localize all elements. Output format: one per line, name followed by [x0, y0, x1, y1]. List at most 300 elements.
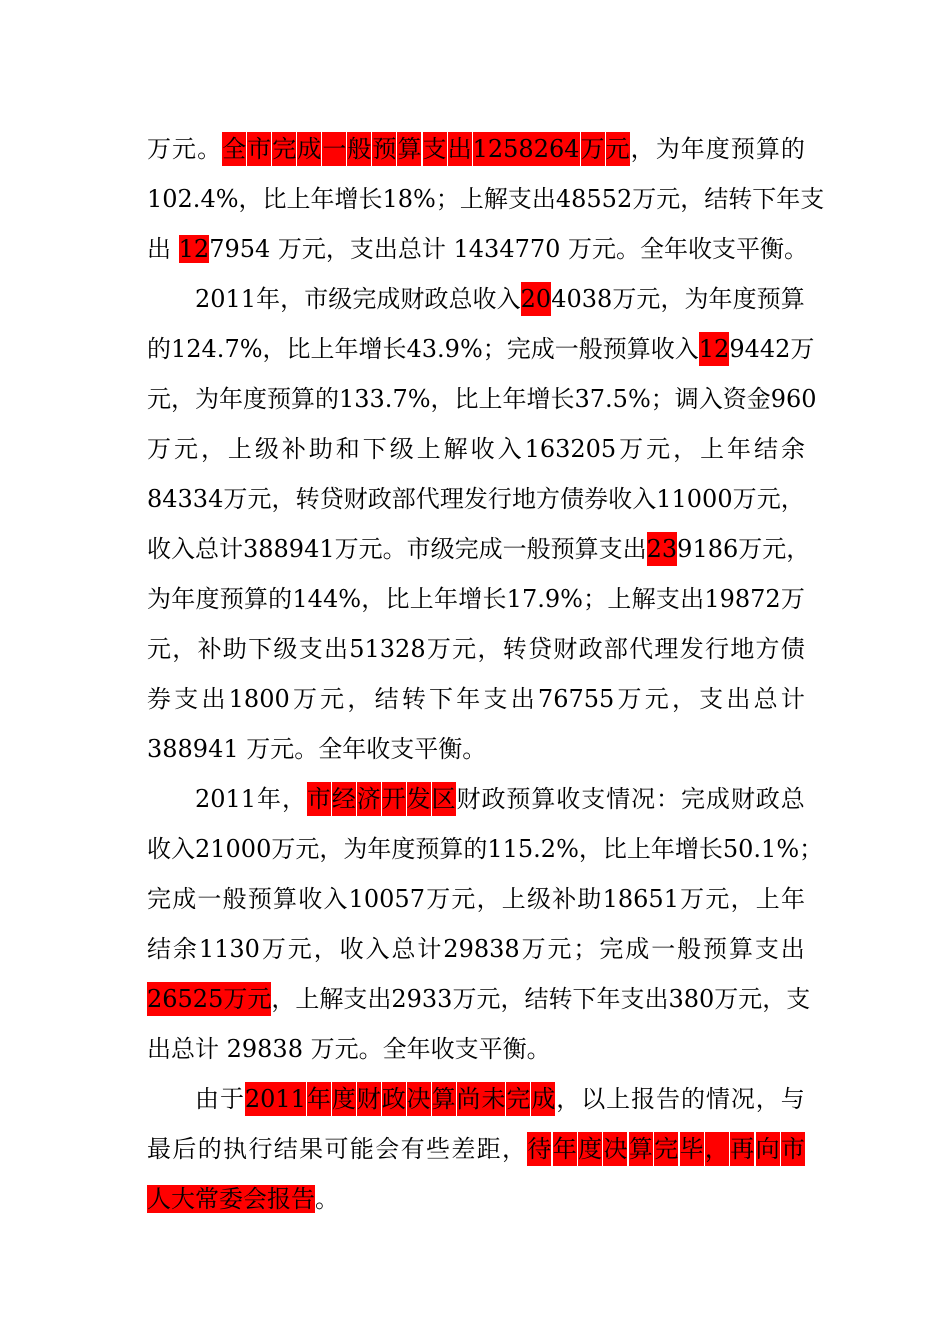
text-line: [147, 232, 808, 266]
text-char: 理: [654, 635, 679, 663]
text-char: 财: [343, 485, 368, 513]
text-char: 支: [298, 635, 323, 663]
text-char: 般: [578, 335, 603, 363]
text-char: 元: [762, 535, 787, 563]
text-char: 市: [406, 535, 431, 563]
highlighted-text: 2011: [245, 1082, 306, 1116]
text-char: 算: [780, 285, 805, 313]
highlighted-text: 济: [357, 782, 381, 816]
text-char: 贷: [319, 485, 344, 513]
highlighted-text: 再: [730, 1132, 754, 1166]
text-char: 支: [598, 535, 623, 563]
highlighted-text: 年: [307, 1082, 331, 1116]
text-char: 18651: [602, 885, 679, 913]
text-char: 17.9%: [506, 585, 583, 613]
text-char: 入: [674, 335, 699, 363]
text-char: 转: [401, 685, 426, 713]
text-char: 2933: [391, 985, 453, 1013]
text-char: ；: [482, 335, 507, 363]
text-char: ，: [755, 1085, 780, 1113]
text-char: 9442: [729, 335, 791, 363]
text-char: 上: [478, 385, 503, 413]
text-char: 入: [171, 835, 195, 863]
text-char: 执: [223, 1135, 248, 1163]
highlighted-text: 完: [654, 1132, 678, 1166]
text-char: 转: [728, 185, 753, 213]
text-char: 成: [625, 935, 650, 963]
text-char: 万: [292, 685, 317, 713]
highlighted-text: 市: [247, 132, 271, 166]
text-char: 年: [650, 835, 675, 863]
text-char: 算: [439, 835, 464, 863]
text-char: 支: [800, 185, 825, 213]
text-char: 计: [417, 935, 442, 963]
text-segment: 出: [147, 235, 179, 263]
text-char: 比: [262, 185, 287, 213]
highlighted-text: 23: [647, 532, 678, 566]
text-char: ，: [200, 435, 225, 463]
text-char: 成: [705, 785, 730, 813]
text-char: 级: [389, 435, 414, 463]
text-char: 总: [448, 285, 473, 313]
highlighted-text: 万: [223, 982, 247, 1016]
text-char: 行: [487, 485, 512, 513]
text-line: [147, 832, 824, 866]
text-char: 84334: [147, 485, 224, 513]
text-line: [147, 582, 805, 616]
text-char: ，: [281, 785, 306, 813]
text-char: 算: [574, 535, 599, 563]
text-char: ，: [786, 535, 811, 563]
highlighted-text: 预: [372, 132, 396, 166]
text-char: ；: [435, 185, 460, 213]
text-char: 上: [310, 335, 335, 363]
text-char: 上: [501, 885, 526, 913]
text-char: 上: [409, 585, 434, 613]
text-char: ，: [271, 485, 296, 513]
text-char: 能: [349, 1135, 374, 1163]
text-char: 元: [247, 485, 272, 513]
text-char: 年: [367, 835, 392, 863]
text-char: 收: [650, 335, 675, 363]
text-line: [147, 882, 805, 916]
text-line: [147, 1032, 551, 1066]
highlighted-text: 26525: [147, 982, 223, 1016]
text-line: [195, 782, 805, 816]
text-char: 元: [644, 685, 669, 713]
text-char: 代: [629, 635, 654, 663]
text-char: 完: [147, 885, 171, 913]
text-char: ；: [799, 835, 824, 863]
text-char: 37.5%: [574, 385, 651, 413]
highlighted-text: 毕: [680, 1132, 704, 1166]
text-char: 的: [268, 585, 293, 613]
text-char: 上: [416, 435, 441, 463]
text-line: [147, 982, 811, 1016]
text-char: 43.9%: [406, 335, 483, 363]
text-char: 一: [197, 885, 222, 913]
text-line: [147, 1132, 805, 1166]
highlighted-text: 发: [407, 782, 431, 816]
text-char: 133.7%: [339, 385, 431, 413]
text-char: 76755: [537, 685, 615, 713]
text-char: 48552: [555, 185, 633, 213]
text-char: 163205: [524, 435, 617, 463]
text-char: 上: [227, 435, 252, 463]
text-char: 元: [172, 135, 197, 163]
text-char: 资: [722, 385, 747, 413]
text-line: [147, 632, 805, 666]
text-char: 完: [599, 935, 624, 963]
text-char: 万: [732, 485, 757, 513]
text-line: [147, 482, 805, 516]
text-char: 50.1%: [722, 835, 800, 863]
text-char: 年: [596, 985, 621, 1013]
text-line: [147, 532, 811, 566]
text-char: 为: [195, 385, 219, 413]
text-char: 入: [171, 535, 195, 563]
text-char: 预: [730, 135, 755, 163]
text-char: 上: [286, 185, 311, 213]
text-char: 9186: [677, 535, 739, 563]
text-char: 年: [680, 135, 705, 163]
text-char: 政: [481, 785, 506, 813]
text-line: [195, 1082, 805, 1116]
text-char: 元: [452, 635, 477, 663]
text-char: 万: [780, 585, 805, 613]
text-char: 级: [430, 535, 455, 563]
text-char: 级: [254, 435, 279, 463]
text-char: 成: [172, 885, 197, 913]
text-char: 年: [776, 185, 801, 213]
text-char: 11000: [656, 485, 733, 513]
text-char: 388941: [243, 535, 335, 563]
text-char: 增: [334, 185, 359, 213]
text-char: 元: [705, 885, 730, 913]
text-char: 补: [552, 885, 577, 913]
text-char: 万: [147, 435, 171, 463]
text-char: 的: [147, 335, 171, 363]
text-char: ：: [656, 785, 681, 813]
text-char: ；: [573, 935, 598, 963]
text-char: 地: [511, 485, 536, 513]
text-char: 算: [243, 585, 268, 613]
text-line: [147, 432, 805, 466]
text-char: 万: [680, 885, 705, 913]
highlighted-text: 完: [506, 1082, 530, 1116]
text-char: 年: [334, 335, 359, 363]
text-char: 结: [374, 685, 399, 713]
text-line: [147, 382, 817, 416]
text-char: 上: [607, 585, 632, 613]
text-char: 预: [247, 885, 272, 913]
text-char: 年: [256, 285, 281, 313]
text-char: 预: [703, 935, 728, 963]
text-char: 万: [147, 135, 171, 163]
highlighted-text: 未: [481, 1082, 505, 1116]
text-char: 万: [521, 935, 546, 963]
text-char: 的: [780, 135, 805, 163]
text-char: 支: [754, 935, 779, 963]
text-char: 补: [197, 635, 222, 663]
text-char: 收: [298, 885, 323, 913]
text-char: 增: [358, 335, 383, 363]
text-char: 距: [476, 1135, 501, 1163]
text-char: ，: [319, 835, 344, 863]
text-char: 度: [195, 585, 220, 613]
text-char: ；: [650, 385, 675, 413]
text-char: 可: [324, 1135, 349, 1163]
text-char: 29838: [443, 935, 520, 963]
text-char: 万: [426, 885, 451, 913]
text-char: 出: [644, 985, 669, 1013]
text-char: 增: [458, 585, 483, 613]
text-char: 与: [780, 1085, 805, 1113]
highlighted-text: 一: [322, 132, 346, 166]
text-char: 部: [391, 485, 416, 513]
highlighted-text: 元: [606, 132, 630, 166]
text-char: 支: [655, 585, 680, 613]
text-char: 完: [454, 535, 479, 563]
text-char: 方: [536, 485, 561, 513]
text-char: 年: [780, 885, 805, 913]
text-char: 转: [295, 485, 320, 513]
text-char: 财: [400, 285, 425, 313]
text-char: 算: [728, 935, 753, 963]
text-char: ，: [262, 335, 287, 363]
text-char: 上: [626, 835, 651, 863]
text-char: 告: [656, 1085, 681, 1113]
text-line: [147, 132, 805, 166]
text-char: 于: [219, 1085, 244, 1113]
text-segment: 出总计 29838 万元。全年收支平衡。: [147, 1035, 551, 1063]
text-char: 计: [219, 535, 243, 563]
text-char: 况: [631, 785, 656, 813]
text-char: 总: [753, 685, 778, 713]
text-char: 余: [172, 935, 197, 963]
text-char: 的: [680, 1085, 705, 1113]
text-char: 般: [222, 885, 247, 913]
text-char: 万: [632, 185, 657, 213]
text-char: 长: [482, 585, 507, 613]
text-char: 元: [147, 385, 171, 413]
text-char: 由: [195, 1085, 219, 1113]
text-char: 券: [147, 685, 171, 713]
text-char: 年: [257, 785, 282, 813]
text-line: [147, 1182, 339, 1216]
text-char: 情: [705, 1085, 730, 1113]
text-char: 下: [248, 635, 273, 663]
text-char: 助: [222, 635, 247, 663]
text-char: 政: [367, 485, 392, 513]
text-char: 政: [578, 635, 603, 663]
text-char: 支: [581, 785, 606, 813]
text-char: 出: [726, 685, 751, 713]
text-char: 19872: [704, 585, 781, 613]
text-char: 万: [619, 435, 644, 463]
text-char: 些: [425, 1135, 450, 1163]
text-char: 。: [382, 535, 407, 563]
text-char: 况: [730, 1085, 755, 1113]
text-char: 元: [756, 485, 781, 513]
text-char: 贷: [528, 635, 553, 663]
text-char: 算: [273, 885, 298, 913]
highlighted-text: 成: [297, 132, 321, 166]
text-char: 出: [323, 635, 348, 663]
text-char: 380: [668, 985, 715, 1013]
text-char: 代: [415, 485, 440, 513]
highlighted-text: 万: [581, 132, 605, 166]
text-segment: 7954 万元，支出总计 1434770 万元。全年收支平衡。: [209, 235, 809, 263]
text-char: 下: [362, 435, 387, 463]
highlighted-text: 人大常委会报告: [147, 1185, 315, 1213]
text-char: 年: [456, 685, 481, 713]
text-char: 万: [223, 485, 248, 513]
text-char: 有: [400, 1135, 425, 1163]
text-char: 元: [646, 435, 671, 463]
text-char: 上: [295, 985, 320, 1013]
text-char: 计: [780, 685, 805, 713]
text-char: ，: [271, 985, 296, 1013]
text-char: 年: [310, 185, 335, 213]
highlighted-text: 12: [699, 332, 730, 366]
text-char: 1800: [228, 685, 290, 713]
highlighted-text: 20: [521, 282, 552, 316]
text-char: 为: [655, 135, 680, 163]
text-char: 年: [219, 385, 243, 413]
text-char: 算: [531, 785, 556, 813]
text-char: 10057: [348, 885, 425, 913]
text-char: 解: [443, 435, 468, 463]
text-char: 出: [622, 535, 647, 563]
text-char: 出: [780, 935, 805, 963]
text-char: 年: [502, 385, 527, 413]
text-char: 上: [459, 185, 484, 213]
text-char: ，: [280, 285, 305, 313]
text-char: 元: [476, 985, 501, 1013]
text-char: 支: [483, 685, 508, 713]
text-char: 度: [705, 135, 730, 163]
text-char: 级: [527, 885, 551, 913]
text-char: 理: [439, 485, 464, 513]
text-char: ，: [477, 635, 502, 663]
highlighted-text: 元: [247, 982, 271, 1016]
text-char: 收: [147, 535, 171, 563]
highlighted-text: 区: [432, 782, 456, 816]
text-char: 比: [286, 335, 311, 363]
text-char: 总: [780, 785, 805, 813]
text-char: 下: [572, 985, 597, 1013]
text-char: ，: [172, 635, 197, 663]
text-char: ，: [762, 985, 787, 1013]
highlighted-text: 般: [347, 132, 371, 166]
text-char: 为: [147, 585, 171, 613]
text-char: 万: [790, 335, 815, 363]
text-char: 收: [608, 485, 633, 513]
text-char: 元: [656, 185, 681, 213]
text-char: 支: [507, 185, 532, 213]
text-segment: 388941 万元。全年收支平衡。: [147, 735, 487, 763]
text-line: [147, 332, 815, 366]
text-char: 完: [352, 285, 377, 313]
text-char: 下: [429, 685, 454, 713]
text-char: 债: [780, 635, 805, 663]
text-char: 比: [602, 835, 627, 863]
text-char: ，: [347, 685, 372, 713]
highlighted-text: 度: [332, 1082, 356, 1116]
text-char: 政: [424, 285, 449, 313]
text-char: 级: [273, 635, 298, 663]
text-line: [147, 932, 805, 966]
text-char: 元: [547, 935, 572, 963]
highlighted-text: 政: [382, 1082, 406, 1116]
text-char: 万: [426, 635, 451, 663]
text-char: 算: [626, 335, 651, 363]
highlighted-text: 尚: [457, 1082, 481, 1116]
text-line: [147, 732, 486, 766]
text-char: 预: [550, 535, 575, 563]
text-char: ，: [361, 585, 386, 613]
text-char: 为: [343, 835, 368, 863]
text-char: 万: [452, 985, 477, 1013]
text-char: ；: [583, 585, 608, 613]
text-char: 转: [548, 985, 573, 1013]
text-char: 元: [287, 935, 312, 963]
text-char: 万: [261, 935, 286, 963]
text-char: 元: [358, 535, 383, 563]
text-char: 万: [271, 835, 296, 863]
text-char: 上: [755, 885, 780, 913]
text-char: ，: [500, 985, 525, 1013]
text-char: 出: [531, 185, 556, 213]
text-char: 入: [323, 885, 348, 913]
text-char: 收: [470, 435, 495, 463]
highlighted-text: 成: [531, 1082, 555, 1116]
highlighted-text: 市: [781, 1132, 805, 1166]
text-line: [195, 282, 805, 316]
text-char: 一: [502, 535, 527, 563]
text-char: 上: [700, 435, 725, 463]
text-char: 结: [273, 1135, 298, 1163]
text-char: 入: [497, 435, 522, 463]
text-char: ，: [238, 185, 263, 213]
text-char: 元: [295, 835, 320, 863]
text-char: 预: [267, 385, 291, 413]
text-char: ，: [171, 385, 195, 413]
text-char: 年: [708, 285, 733, 313]
text-char: 上: [606, 1085, 631, 1113]
text-char: 的: [463, 835, 488, 863]
text-char: 2011: [195, 285, 257, 313]
text-char: 年: [433, 585, 458, 613]
highlighted-text: 算: [629, 1132, 653, 1166]
highlighted-text: 12: [178, 235, 210, 263]
highlighted-text: 向: [756, 1132, 780, 1166]
highlighted-text: 财: [357, 1082, 381, 1116]
text-char: 市: [304, 285, 329, 313]
text-char: 万: [334, 535, 359, 563]
text-char: 支: [174, 685, 199, 713]
text-char: 年: [171, 585, 196, 613]
text-char: ，: [313, 935, 338, 963]
text-char: 收: [556, 785, 581, 813]
text-char: 长: [698, 835, 723, 863]
highlighted-text: 市: [307, 782, 331, 816]
text-char: 度: [391, 835, 416, 863]
text-char: 调: [674, 385, 699, 413]
text-char: 102.4%: [147, 185, 239, 213]
text-char: 的: [315, 385, 339, 413]
